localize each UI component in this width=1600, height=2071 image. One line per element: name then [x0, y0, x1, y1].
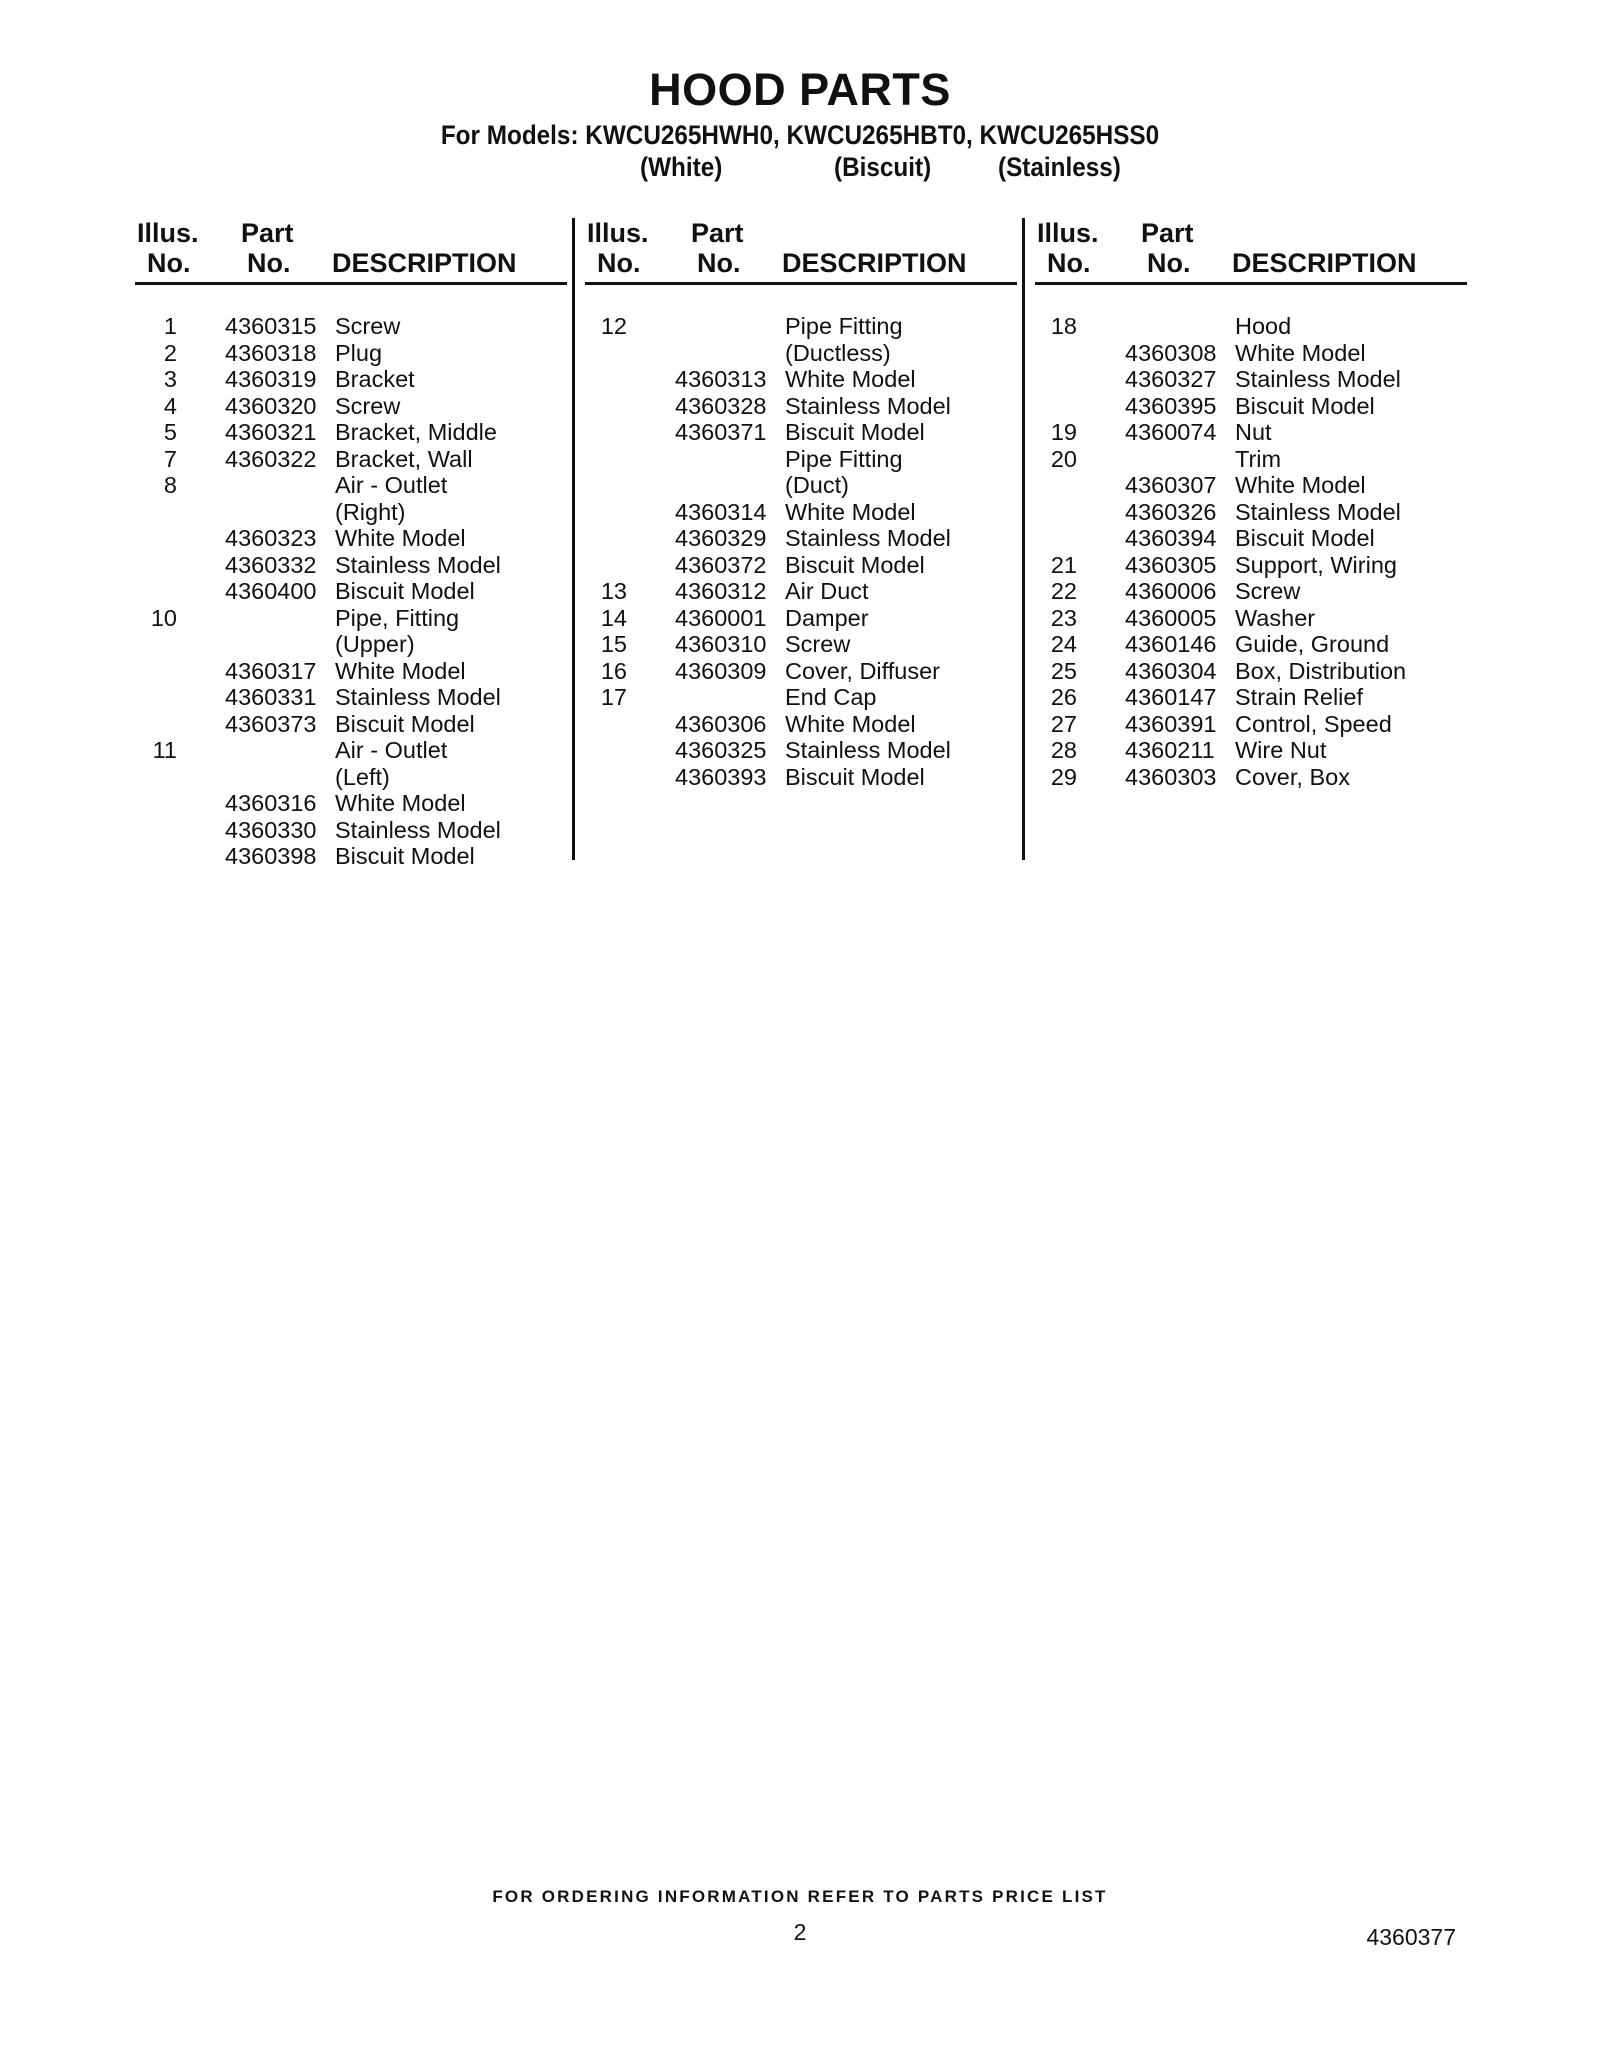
illus-number: 12	[600, 313, 627, 339]
part-description: Cover, Diffuser	[785, 657, 940, 684]
part-number: 4360315	[225, 313, 317, 339]
part-number: 4360326	[1125, 498, 1217, 525]
part-description: White Model	[785, 710, 916, 737]
part-description: White Model	[785, 366, 916, 392]
illus-number: 20	[1050, 445, 1077, 472]
header-illus-2: No.	[1047, 248, 1091, 278]
part-number: 4360312	[675, 578, 767, 604]
table-row	[1035, 764, 1467, 791]
header-part-1: Part	[241, 218, 294, 248]
part-number: 4360322	[225, 445, 317, 472]
table-row	[135, 843, 567, 870]
rows	[135, 313, 567, 870]
table-row	[585, 366, 1017, 393]
variant-biscuit: (Biscuit)	[834, 152, 932, 182]
table-row	[135, 605, 567, 632]
part-description: (Upper)	[335, 631, 415, 657]
illus-number: 16	[600, 657, 627, 684]
part-description: Screw	[335, 392, 401, 419]
part-description: Biscuit Model	[335, 578, 475, 604]
illus-number: 18	[1050, 313, 1077, 339]
part-number: 4360395	[1125, 392, 1217, 419]
part-number: 4360321	[225, 419, 317, 445]
table-row	[135, 366, 567, 393]
table-row	[585, 764, 1017, 791]
part-number: 4360211	[1125, 737, 1215, 763]
table-row	[585, 711, 1017, 738]
models-line: For Models: KWCU265HWH0, KWCU265HBT0, KWCU265HSS0	[440, 120, 1160, 150]
part-description: Stainless Model	[785, 392, 951, 419]
table-row	[585, 737, 1017, 764]
parts-column-1	[135, 218, 567, 870]
part-description: White Model	[1235, 472, 1366, 498]
part-description: Screw	[335, 313, 401, 339]
illus-number: 28	[1050, 737, 1077, 763]
part-number: 4360304	[1125, 657, 1217, 684]
table-row	[135, 472, 567, 499]
part-description: White Model	[785, 498, 916, 525]
illus-number: 7	[163, 445, 177, 472]
header-part-2: No.	[1147, 248, 1191, 278]
illus-number: 13	[600, 578, 627, 604]
table-row	[1035, 711, 1467, 738]
page-number: 2	[793, 1919, 807, 1945]
illus-number: 17	[600, 684, 627, 710]
part-number: 4360319	[225, 366, 317, 392]
part-number: 4360313	[675, 366, 767, 392]
table-row	[135, 340, 567, 367]
illus-number: 8	[163, 472, 177, 498]
illus-number: 14	[600, 604, 627, 631]
part-description: White Model	[335, 525, 466, 551]
table-row	[1035, 393, 1467, 420]
table-row	[585, 552, 1017, 579]
part-number: 4360303	[1125, 763, 1217, 790]
illus-number: 25	[1050, 657, 1077, 684]
variant-stainless: (Stainless)	[998, 152, 1121, 182]
table-row	[1035, 366, 1467, 393]
table-row	[1035, 578, 1467, 605]
document-number: 4360377	[1366, 1924, 1456, 1950]
table-row	[135, 658, 567, 685]
part-description: Stainless Model	[335, 816, 501, 843]
part-description: White Model	[335, 657, 466, 684]
part-description: Cover, Box	[1235, 763, 1350, 790]
column-header	[1035, 218, 1467, 285]
table-row	[135, 313, 567, 340]
part-description: End Cap	[785, 684, 877, 710]
header-illus-1: Illus.	[137, 218, 199, 248]
table-row	[135, 499, 567, 526]
illus-number: 10	[150, 604, 177, 631]
part-number: 4360332	[225, 551, 317, 578]
part-description: Guide, Ground	[1235, 631, 1390, 657]
illus-number: 1	[163, 313, 177, 339]
part-description: Screw	[1235, 578, 1301, 604]
part-number: 4360005	[1125, 604, 1217, 631]
part-number: 4360001	[675, 604, 767, 631]
illus-number: 29	[1050, 763, 1077, 790]
part-number: 4360306	[675, 710, 767, 737]
part-number: 4360398	[225, 843, 317, 869]
part-description: Box, Distribution	[1235, 657, 1407, 684]
part-number: 4360325	[675, 737, 767, 763]
table-row	[585, 419, 1017, 446]
part-description: Biscuit Model	[1235, 525, 1375, 551]
part-description: Stainless Model	[1235, 366, 1401, 392]
part-number: 4360371	[675, 419, 767, 445]
part-number: 4360329	[675, 525, 767, 551]
part-number: 4360391	[1125, 710, 1217, 737]
table-row	[1035, 419, 1467, 446]
header-description: DESCRIPTION	[782, 248, 967, 278]
table-row	[1035, 525, 1467, 552]
part-number: 4360331	[225, 684, 317, 710]
part-description: Stainless Model	[785, 737, 951, 763]
part-description: Biscuit Model	[1235, 392, 1375, 419]
part-number: 4360373	[225, 710, 317, 737]
header-illus-2: No.	[597, 248, 641, 278]
part-number: 4360314	[675, 498, 767, 525]
table-row	[1035, 684, 1467, 711]
header-part-1: Part	[691, 218, 744, 248]
header-description: DESCRIPTION	[332, 248, 517, 278]
part-number: 4360393	[675, 763, 767, 790]
table-row	[135, 631, 567, 658]
header-part-2: No.	[247, 248, 291, 278]
illus-number: 21	[1050, 551, 1077, 578]
part-description: Pipe, Fitting	[335, 604, 460, 631]
part-description: Damper	[785, 604, 869, 631]
column-divider-2	[1022, 218, 1025, 860]
part-description: Strain Relief	[1235, 684, 1363, 710]
part-number: 4360317	[225, 657, 317, 684]
part-description: (Left)	[335, 763, 390, 790]
illus-number: 2	[163, 339, 177, 366]
part-description: Nut	[1235, 419, 1272, 445]
page-title: HOOD PARTS	[649, 64, 951, 115]
part-description: Bracket, Middle	[335, 419, 497, 445]
ordering-note: FOR ORDERING INFORMATION REFER TO PARTS PRICE LIST	[492, 1887, 1108, 1906]
table-row	[135, 684, 567, 711]
part-description: Biscuit Model	[335, 710, 475, 737]
table-row	[1035, 313, 1467, 340]
parts-column-2	[585, 218, 1017, 790]
part-number: 4360305	[1125, 551, 1217, 578]
column-divider-1	[572, 218, 575, 860]
variant-white: (White)	[640, 152, 723, 182]
part-description: Screw	[785, 631, 851, 657]
table-row	[585, 631, 1017, 658]
table-row	[135, 419, 567, 446]
part-number: 4360394	[1125, 525, 1217, 551]
illus-number: 27	[1050, 710, 1077, 737]
part-description: Stainless Model	[335, 551, 501, 578]
part-number: 4360147	[1125, 684, 1217, 710]
part-description: White Model	[335, 790, 466, 816]
header-part-1: Part	[1141, 218, 1194, 248]
table-row	[585, 340, 1017, 367]
part-number: 4360307	[1125, 472, 1217, 498]
part-description: Bracket, Wall	[335, 445, 473, 472]
part-description: Stainless Model	[785, 525, 951, 551]
part-description: Wire Nut	[1235, 737, 1327, 763]
table-row	[585, 578, 1017, 605]
part-description: Hood	[1235, 313, 1292, 339]
rows	[1035, 313, 1467, 790]
table-row	[135, 393, 567, 420]
column-header	[585, 218, 1017, 285]
part-description: Air Duct	[785, 578, 869, 604]
table-row	[135, 711, 567, 738]
illus-number: 24	[1050, 631, 1077, 657]
table-row	[585, 684, 1017, 711]
table-row	[585, 525, 1017, 552]
illus-number: 15	[600, 631, 627, 657]
part-number: 4360308	[1125, 339, 1217, 366]
part-number: 4360074	[1125, 419, 1217, 445]
column-header	[135, 218, 567, 285]
part-description: Stainless Model	[1235, 498, 1401, 525]
part-description: Trim	[1235, 445, 1282, 472]
rows	[585, 313, 1017, 790]
illus-number: 23	[1050, 604, 1077, 631]
part-number: 4360400	[225, 578, 317, 604]
illus-number: 26	[1050, 684, 1077, 710]
part-description: Washer	[1235, 604, 1316, 631]
table-row	[135, 790, 567, 817]
table-row	[585, 605, 1017, 632]
table-row	[135, 817, 567, 844]
header-part-2: No.	[697, 248, 741, 278]
table-row	[1035, 472, 1467, 499]
part-description: (Right)	[335, 498, 406, 525]
part-description: Biscuit Model	[335, 843, 475, 869]
table-row	[585, 472, 1017, 499]
part-description: Air - Outlet	[335, 472, 448, 498]
header-illus-2: No.	[147, 248, 191, 278]
table-row	[585, 313, 1017, 340]
header-illus-1: Illus.	[1037, 218, 1099, 248]
part-description: Bracket	[335, 366, 415, 392]
part-description: Air - Outlet	[335, 737, 448, 763]
table-row	[135, 764, 567, 791]
table-row	[135, 737, 567, 764]
table-row	[1035, 446, 1467, 473]
header-illus-1: Illus.	[587, 218, 649, 248]
part-description: Support, Wiring	[1235, 551, 1397, 578]
illus-number: 19	[1050, 419, 1077, 445]
table-row	[135, 578, 567, 605]
header-description: DESCRIPTION	[1232, 248, 1417, 278]
table-row	[585, 393, 1017, 420]
part-number: 4360328	[675, 392, 767, 419]
part-description: Biscuit Model	[785, 763, 925, 790]
part-description: Pipe Fitting	[785, 445, 903, 472]
table-row	[135, 525, 567, 552]
part-description: Biscuit Model	[785, 551, 925, 578]
table-row	[135, 552, 567, 579]
part-description: (Ductless)	[785, 339, 891, 366]
part-description: Stainless Model	[335, 684, 501, 710]
part-number: 4360320	[225, 392, 317, 419]
part-number: 4360323	[225, 525, 317, 551]
table-row	[585, 499, 1017, 526]
illus-number: 11	[152, 737, 177, 763]
part-number: 4360006	[1125, 578, 1217, 604]
illus-number: 22	[1050, 578, 1077, 604]
part-number: 4360146	[1125, 631, 1217, 657]
part-description: Pipe Fitting	[785, 313, 903, 339]
part-description: Biscuit Model	[785, 419, 925, 445]
table-row	[585, 446, 1017, 473]
table-row	[1035, 605, 1467, 632]
table-row	[135, 446, 567, 473]
part-number: 4360330	[225, 816, 317, 843]
part-description: (Duct)	[785, 472, 849, 498]
table-row	[1035, 340, 1467, 367]
table-row	[1035, 499, 1467, 526]
part-number: 4360316	[225, 790, 317, 816]
illus-number: 3	[163, 366, 177, 392]
part-number: 4360310	[675, 631, 767, 657]
part-number: 4360327	[1125, 366, 1217, 392]
table-row	[1035, 631, 1467, 658]
illus-number: 5	[163, 419, 177, 445]
table-row	[585, 658, 1017, 685]
table-row	[1035, 737, 1467, 764]
part-number: 4360318	[225, 339, 317, 366]
part-number: 4360372	[675, 551, 767, 578]
table-row	[1035, 552, 1467, 579]
part-description: Control, Speed	[1235, 710, 1392, 737]
part-description: Plug	[335, 339, 383, 366]
table-row	[1035, 658, 1467, 685]
parts-column-3	[1035, 218, 1467, 790]
part-number: 4360309	[675, 657, 767, 684]
illus-number: 4	[163, 392, 177, 419]
part-description: White Model	[1235, 339, 1366, 366]
